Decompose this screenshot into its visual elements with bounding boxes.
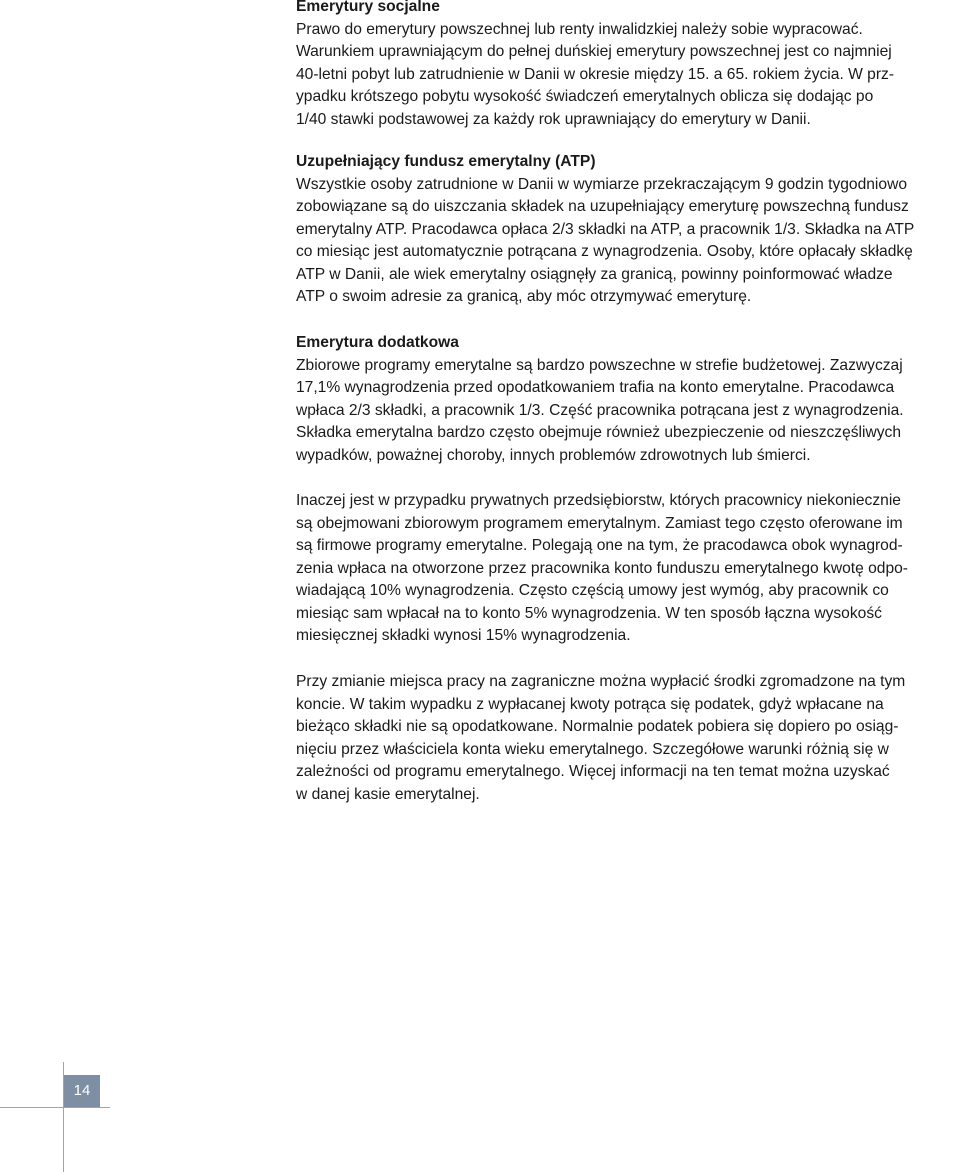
section-atp-fund [296,151,914,309]
paragraph-line: co miesiąc jest automatycznie potrącana z wynagrodzenia. Osoby, które opłacały składkę [296,243,913,260]
paragraph-line: bieżąco składki nie są opodatkowane. Normalnie podatek pobiera się dopiero po osiąg- [296,718,899,735]
paragraph-line: w danej kasie emerytalnej. [296,785,480,803]
paragraph-line: zobowiązane są do uiszczania składek na uzupełniający emeryturę powszechną fundusz [296,198,909,215]
paragraph-line: miesiąc sam wpłacał na to konto 5% wynagrodzenia. W ten sposób łączna wysokość [296,604,882,622]
page-marker [0,1062,110,1172]
paragraph-line: zenia wpłaca na otworzone przez pracownika konto funduszu emerytalnego kwotę odpo- [296,559,908,577]
section-job-change [296,671,905,806]
section-heading: Emerytury socjalne [296,0,440,15]
paragraph-line: wpłaca 2/3 składki, a pracownik 1/3. Część pracownika potrącana jest z wynagrodzenia. [296,401,904,419]
paragraph-line: Inaczej jest w przypadku prywatnych przedsiębiorstw, których pracownicy niekoniecznie [296,492,901,509]
section-paragraph [296,19,894,132]
paragraph-line: wiadającą 10% wynagrodzenia. Często częścią umowy jest wymóg, aby pracownik co [296,582,889,599]
paragraph-line: ATP o swoim adresie za granicą, aby móc otrzymywać emeryturę. [296,288,752,305]
paragraph-line: wypadków, poważnej choroby, innych problemów zdrowotnych lub śmierci. [296,446,811,464]
paragraph-line: nięciu przez właściciela konta wieku emerytalnego. Szczegółowe warunki różnią się w [296,740,889,758]
paragraph-line: koncie. W takim wypadku z wypłacanej kwoty potrąca się podatek, gdyż wpłacane na [296,695,884,713]
paragraph-line: Zbiorowe programy emerytalne są bardzo powszechne w strefie budżetowej. Zazwyczaj [296,356,903,374]
paragraph-line: są obejmowani zbiorowym programem emerytalnym. Zamiast tego często oferowane im [296,514,903,532]
paragraph-line: Wszystkie osoby zatrudnione w Danii w wymiarze przekraczającym 9 godzin tygodniowo [296,175,908,193]
section-paragraph [296,174,914,309]
marker-horizontal-line [0,1107,110,1108]
section-additional-pension [296,332,904,467]
paragraph-line: Przy zmianie miejsca pracy na zagraniczne można wypłacić środki zgromadzone na tym [296,673,906,690]
section-paragraph [296,355,904,468]
paragraph-line: Składka emerytalna bardzo często obejmuje również ubezpieczenie od nieszczęśliwych [296,424,902,441]
paragraph-line: są firmowe programy emerytalne. Polegają one na tym, że pracodawca obok wynagrod- [296,537,903,554]
paragraph-line: Prawo do emerytury powszechnej lub renty inwalidzkiej należy sobie wypracować. [296,20,863,38]
section-social-pensions [296,0,894,131]
section-paragraph [296,490,908,648]
section-heading: Emerytura dodatkowa [296,334,459,351]
section-paragraph [296,671,905,806]
paragraph-line: ypadku krótszego pobytu wysokość świadczeń emerytalnych oblicza się dodając po [296,88,874,105]
page-number: 14 [64,1075,100,1107]
paragraph-line: miesięcznej składki wynosi 15% wynagrodzenia. [296,627,631,644]
section-heading: Uzupełniający fundusz emerytalny (ATP) [296,153,596,170]
paragraph-line: emerytalny ATP. Pracodawca opłaca 2/3 składki na ATP, a pracownik 1/3. Składka na ATP [296,220,915,238]
paragraph-line: ATP w Danii, ale wiek emerytalny osiągnęły za granicą, powinny poinformować władze [296,265,893,283]
paragraph-line: Warunkiem uprawniającym do pełnej duńskiej emerytury powszechnej jest co najmniej [296,43,892,60]
paragraph-line: 17,1% wynagrodzenia przed opodatkowaniem trafia na konto emerytalne. Pracodawca [296,379,895,396]
paragraph-line: 1/40 stawki podstawowej za każdy rok uprawniający do emerytury w Danii. [296,110,811,128]
section-private-companies [296,490,908,648]
paragraph-line: 40-letni pobyt lub zatrudnienie w Danii w okresie między 15. a 65. rokiem życia. W prz- [296,65,895,83]
paragraph-line: zależności od programu emerytalnego. Więcej informacji na ten temat można uzyskać [296,763,890,780]
